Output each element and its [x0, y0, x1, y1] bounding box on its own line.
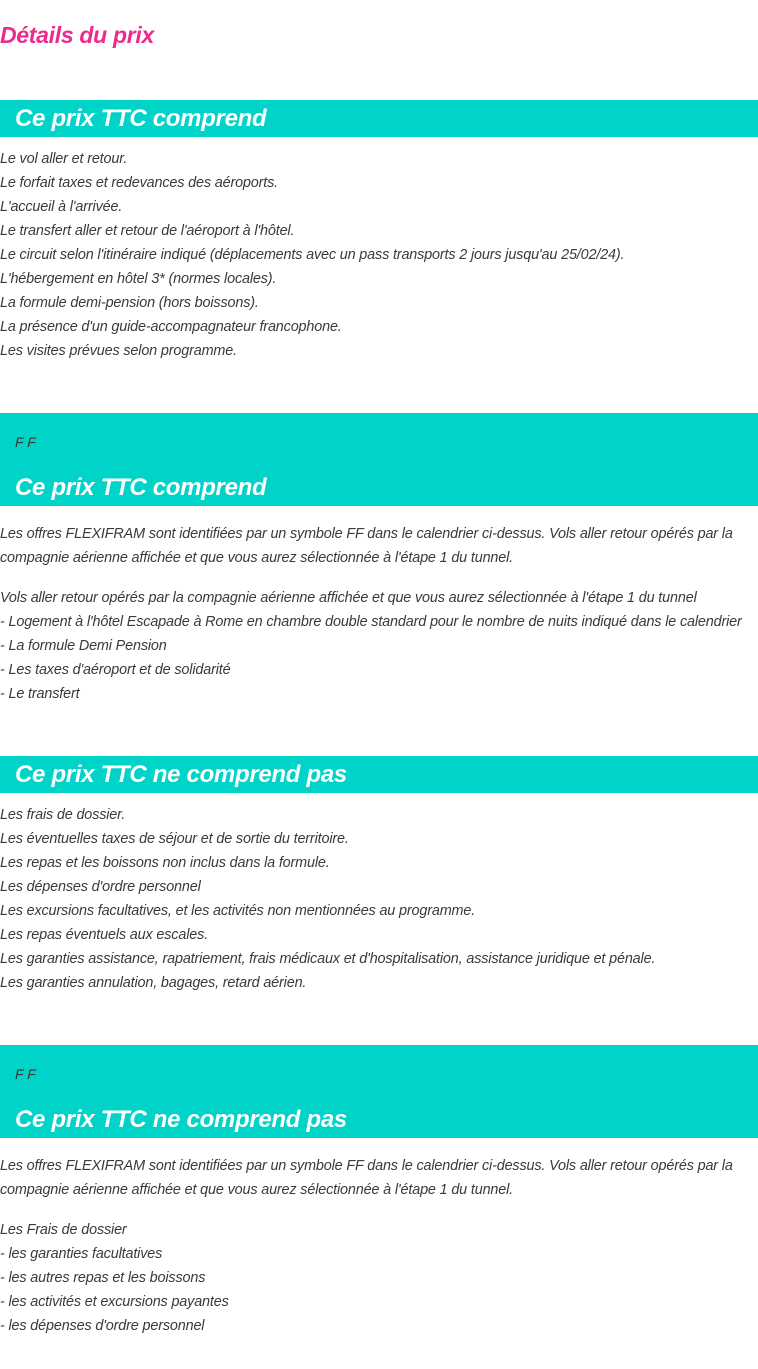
list-item: Les garanties annulation, bagages, retard aérien.	[0, 975, 307, 991]
ff-includes-intro	[0, 522, 758, 570]
ff-tag: F F	[15, 1066, 36, 1082]
section-title: Ce prix TTC comprend	[15, 105, 267, 132]
list-item: Les frais de dossier.	[0, 807, 126, 823]
list-item: Le forfait taxes et redevances des aéroports.	[0, 175, 279, 191]
list-item: - Le transfert	[0, 686, 80, 702]
list-item: Les Frais de dossier	[0, 1222, 127, 1238]
list-item: La formule demi-pension (hors boissons).	[0, 295, 259, 311]
intro-paragraph: Les offres FLEXIFRAM sont identifiées par un symbole FF dans le calendrier ci-dessus. Vols aller retour opérés par la compagnie aérienne affichée et que vous aurez sélectionnée à l'étape 1 du tunnel.	[0, 526, 733, 566]
list-item: La présence d'un guide-accompagnateur francophone.	[0, 319, 342, 335]
ff-includes-list	[0, 586, 758, 706]
section-title: Ce prix TTC comprend	[15, 474, 267, 501]
list-item: Vols aller retour opérés par la compagnie aérienne affichée et que vous aurez sélectionnée à l'étape 1 du tunnel	[0, 590, 697, 606]
section-header-ff-includes	[0, 413, 758, 506]
list-item: Les éventuelles taxes de séjour et de sortie du territoire.	[0, 831, 349, 847]
section-title: Ce prix TTC ne comprend pas	[15, 1106, 347, 1133]
list-item: - les garanties facultatives	[0, 1246, 163, 1262]
list-item: - Les taxes d'aéroport et de solidarité	[0, 662, 231, 678]
list-item: Les excursions facultatives, et les activités non mentionnées au programme.	[0, 903, 476, 919]
list-item: Les visites prévues selon programme.	[0, 343, 237, 359]
list-item: - les activités et excursions payantes	[0, 1294, 229, 1310]
section-title: Ce prix TTC ne comprend pas	[15, 761, 347, 788]
section-header-includes	[0, 100, 758, 137]
list-item: Les repas éventuels aux escales.	[0, 927, 208, 943]
intro-paragraph: Les offres FLEXIFRAM sont identifiées par un symbole FF dans le calendrier ci-dessus. Vols aller retour opérés par la compagnie aérienne affichée et que vous aurez sélectionnée à l'étape 1 du tunnel.	[0, 1158, 733, 1198]
section-header-excludes	[0, 756, 758, 793]
ff-tag: F F	[15, 434, 36, 450]
list-item: Les dépenses d'ordre personnel	[0, 879, 201, 895]
ff-excludes-list	[0, 1218, 758, 1338]
ff-excludes-intro	[0, 1154, 758, 1202]
list-item: L'accueil à l'arrivée.	[0, 199, 123, 215]
list-item: Le vol aller et retour.	[0, 151, 128, 167]
list-item: Le transfert aller et retour de l'aéroport à l'hôtel.	[0, 223, 295, 239]
list-item: Les garanties assistance, rapatriement, frais médicaux et d'hospitalisation, assistance juridique et pénale.	[0, 951, 656, 967]
list-item: - Logement à l'hôtel Escapade à Rome en chambre double standard pour le nombre de nuits indiqué dans le calendrier	[0, 614, 742, 630]
list-item: Les repas et les boissons non inclus dans la formule.	[0, 855, 330, 871]
excludes-list	[0, 803, 758, 995]
list-item: L'hébergement en hôtel 3* (normes locales).	[0, 271, 277, 287]
list-item: - les autres repas et les boissons	[0, 1270, 206, 1286]
list-item: - La formule Demi Pension	[0, 638, 167, 654]
section-header-ff-excludes	[0, 1045, 758, 1138]
list-item: - les dépenses d'ordre personnel	[0, 1318, 205, 1334]
page-title: Détails du prix	[0, 22, 154, 48]
list-item: Le circuit selon l'itinéraire indiqué (déplacements avec un pass transports 2 jours jusqu'au 25/02/24).	[0, 247, 625, 263]
includes-list	[0, 147, 758, 363]
